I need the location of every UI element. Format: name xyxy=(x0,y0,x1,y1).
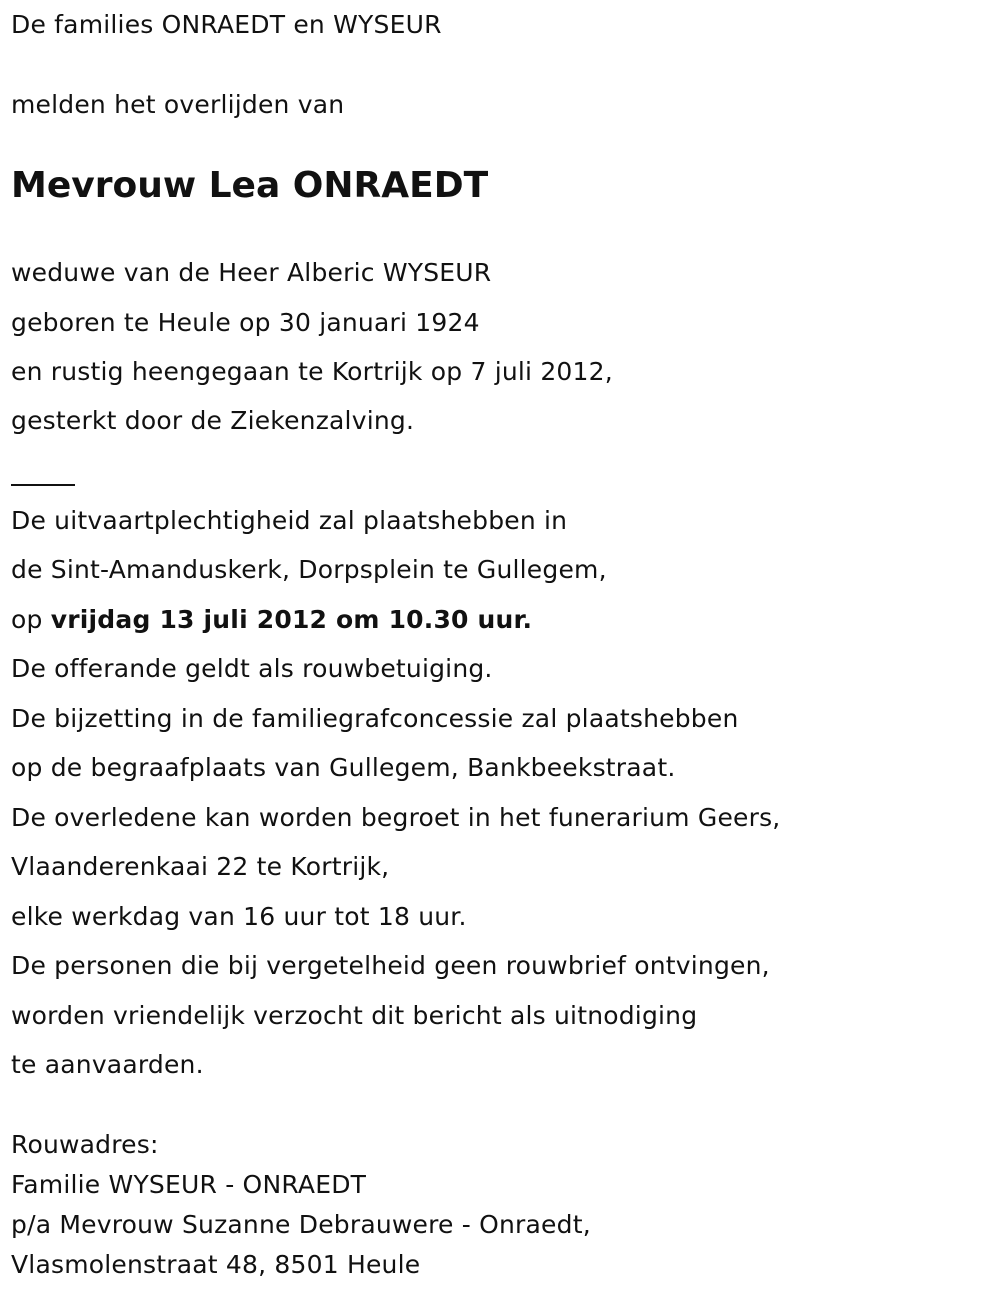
ceremony-line-2: de Sint-Amanduskerk, Dorpsplein te Gullegem, xyxy=(11,555,607,584)
detail-line-birth: geboren te Heule op 30 januari 1924 xyxy=(11,308,480,337)
detail-line-death: en rustig heengegaan te Kortrijk op 7 juli 2012, xyxy=(11,357,613,386)
detail-line-widow: weduwe van de Heer Alberic WYSEUR xyxy=(11,258,492,287)
ceremony-date: vrijdag 13 juli 2012 om 10.30 uur. xyxy=(50,605,533,634)
address-label: Rouwadres: xyxy=(11,1130,159,1159)
families-line: De families ONRAEDT en WYSEUR xyxy=(11,10,442,39)
address-line-1: Familie WYSEUR - ONRAEDT xyxy=(11,1170,367,1199)
ceremony-date-line xyxy=(11,605,532,635)
address-line-2: p/a Mevrouw Suzanne Debrauwere - Onraedt, xyxy=(11,1210,591,1239)
visitation-line-2: Vlaanderenkaai 22 te Kortrijk, xyxy=(11,852,390,881)
visitation-hours: elke werkdag van 16 uur tot 18 uur. xyxy=(11,902,467,931)
visitation-line-1: De overledene kan worden begroet in het funerarium Geers, xyxy=(11,803,781,832)
announce-line: melden het overlijden van xyxy=(11,90,345,119)
deceased-name: Mevrouw Lea ONRAEDT xyxy=(11,165,489,206)
offering-line: De offerande geldt als rouwbetuiging. xyxy=(11,654,493,683)
obituary-notice xyxy=(11,0,991,1300)
burial-line-1: De bijzetting in de familiegrafconcessie zal plaatshebben xyxy=(11,704,739,733)
ceremony-date-prefix: op xyxy=(11,605,51,634)
invitation-line-2: worden vriendelijk verzocht dit bericht als uitnodiging xyxy=(11,1001,698,1030)
burial-line-2: op de begraafplaats van Gullegem, Bankbeekstraat. xyxy=(11,753,676,782)
detail-line-sacrament: gesterkt door de Ziekenzalving. xyxy=(11,406,415,435)
ceremony-line-1: De uitvaartplechtigheid zal plaatshebben in xyxy=(11,506,568,535)
section-divider xyxy=(11,484,75,486)
invitation-line-1: De personen die bij vergetelheid geen rouwbrief ontvingen, xyxy=(11,951,770,980)
invitation-line-3: te aanvaarden. xyxy=(11,1050,204,1079)
address-line-3: Vlasmolenstraat 48, 8501 Heule xyxy=(11,1250,421,1279)
